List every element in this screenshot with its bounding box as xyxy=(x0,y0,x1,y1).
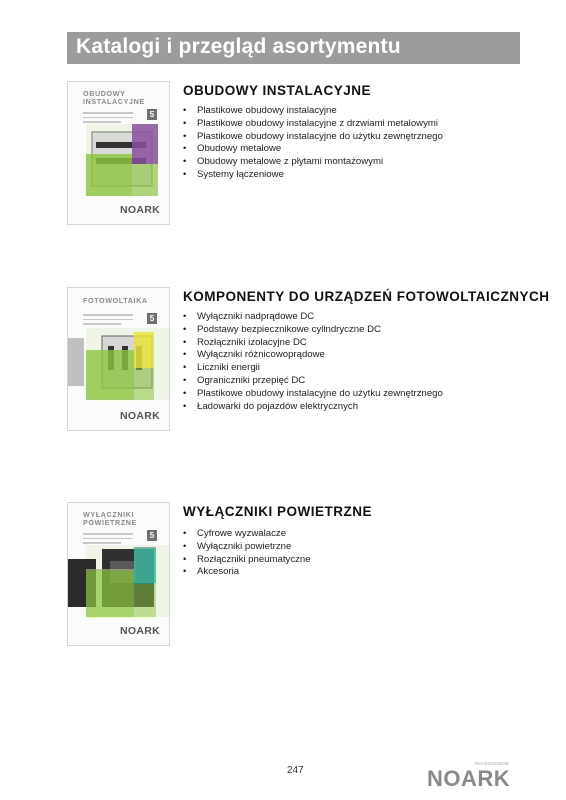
list-item xyxy=(183,554,311,567)
section-title: KOMPONENTY DO URZĄDZEŃ FOTOWOLTAICZNYCH xyxy=(183,289,550,304)
list-item xyxy=(183,143,443,156)
footer-logo: NOARK xyxy=(427,766,511,791)
cover-logo: NOARK xyxy=(120,204,160,216)
list-item-label: Systemy łączeniowe xyxy=(197,168,284,180)
list-item xyxy=(183,118,443,131)
catalog-cover-photovoltaics[interactable] xyxy=(67,287,170,431)
catalog-section-air-circuit-breakers xyxy=(67,502,557,646)
list-item-label: Ładowarki do pojazdów elektrycznych xyxy=(197,400,359,412)
bullet: • xyxy=(183,311,187,322)
list-item xyxy=(183,131,443,144)
list-item xyxy=(183,324,443,337)
page-title: Katalogi i przegląd asortymentu xyxy=(76,35,401,58)
bullet: • xyxy=(183,387,187,399)
list-item xyxy=(183,566,311,579)
cover-badge: 5 xyxy=(147,530,157,541)
bullet: • xyxy=(183,143,187,155)
list-item xyxy=(183,362,443,375)
cover-badge: 5 xyxy=(147,109,157,120)
list-item-label: Wyłączniki powietrzne xyxy=(197,540,292,552)
catalog-cover-air-circuit-breakers[interactable] xyxy=(67,502,170,646)
bullet: • xyxy=(183,362,187,374)
bullet: • xyxy=(183,156,187,168)
list-item-label: Rozłączniki izolacyjne DC xyxy=(197,336,307,348)
cover-title: OBUDOWY INSTALACYJNE xyxy=(83,89,145,106)
list-item-label: Plastikowe obudowy instalacyjne z drzwiami metalowymi xyxy=(197,117,439,129)
list-item-label: Plastikowe obudowy instalacyjne do użytku zewnętrznego xyxy=(197,130,443,142)
bullet: • xyxy=(183,117,187,129)
list-item xyxy=(183,349,443,362)
product-list xyxy=(183,528,311,579)
bullet: • xyxy=(183,374,187,386)
list-item xyxy=(183,156,443,169)
list-item-label: Akcesoria xyxy=(197,566,240,578)
bullet: • xyxy=(183,336,187,348)
bullet: • xyxy=(183,528,187,539)
list-item-label: Cyfrowe wyzwalacze xyxy=(197,528,287,539)
list-item-label: Ograniczniki przepięć DC xyxy=(197,374,306,386)
list-item xyxy=(183,311,443,324)
list-item-label: Wyłączniki nadprądowe DC xyxy=(197,311,315,322)
list-item xyxy=(183,169,443,182)
bullet: • xyxy=(183,130,187,142)
bullet: • xyxy=(183,168,187,180)
revision-label: Rev.2022/03/NIB xyxy=(475,761,509,766)
list-item-label: Podstawy bezpiecznikowe cylindryczne DC xyxy=(197,323,381,335)
list-item-label: Plastikowe obudowy instalacyjne xyxy=(197,105,337,116)
list-item-label: Rozłączniki pneumatyczne xyxy=(197,553,311,565)
bullet: • xyxy=(183,400,187,412)
bullet: • xyxy=(183,105,187,116)
cover-text-lines xyxy=(83,314,133,328)
cover-title: WYŁĄCZNIKI POWIETRZNE xyxy=(83,510,137,527)
bullet: • xyxy=(183,553,187,565)
cover-badge: 5 xyxy=(147,313,157,324)
bullet: • xyxy=(183,323,187,335)
header-bar xyxy=(67,32,520,64)
cover-product-graphic xyxy=(86,124,158,196)
list-item-label: Liczniki energii xyxy=(197,362,260,374)
list-item xyxy=(183,388,443,401)
page-number: 247 xyxy=(287,765,304,776)
list-item xyxy=(183,337,443,350)
list-item xyxy=(183,541,311,554)
list-item-label: Obudowy metalowe xyxy=(197,143,282,155)
section-title: WYŁĄCZNIKI POWIETRZNE xyxy=(183,504,372,519)
catalog-cover-enclosures[interactable] xyxy=(67,81,170,225)
cover-title: FOTOWOLTAIKA xyxy=(83,296,148,305)
catalog-section-enclosures xyxy=(67,81,557,225)
product-list xyxy=(183,311,443,413)
list-item-label: Plastikowe obudowy instalacyjne do użytku zewnętrznego xyxy=(197,387,443,399)
product-list xyxy=(183,105,443,182)
bullet: • xyxy=(183,349,187,361)
catalog-section-photovoltaics xyxy=(67,287,557,431)
list-item xyxy=(183,528,311,541)
section-title: OBUDOWY INSTALACYJNE xyxy=(183,83,372,98)
cover-logo: NOARK xyxy=(120,625,160,637)
cover-product-graphic xyxy=(68,545,170,617)
cover-logo: NOARK xyxy=(120,410,160,422)
list-item xyxy=(183,375,443,388)
list-item xyxy=(183,401,443,414)
bullet: • xyxy=(183,566,187,578)
list-item xyxy=(183,105,443,118)
list-item-label: Wyłączniki różnicowoprądowe xyxy=(197,349,325,361)
bullet: • xyxy=(183,540,187,552)
list-item-label: Obudowy metalowe z płytami montażowymi xyxy=(197,156,384,168)
cover-product-graphic xyxy=(68,328,170,400)
